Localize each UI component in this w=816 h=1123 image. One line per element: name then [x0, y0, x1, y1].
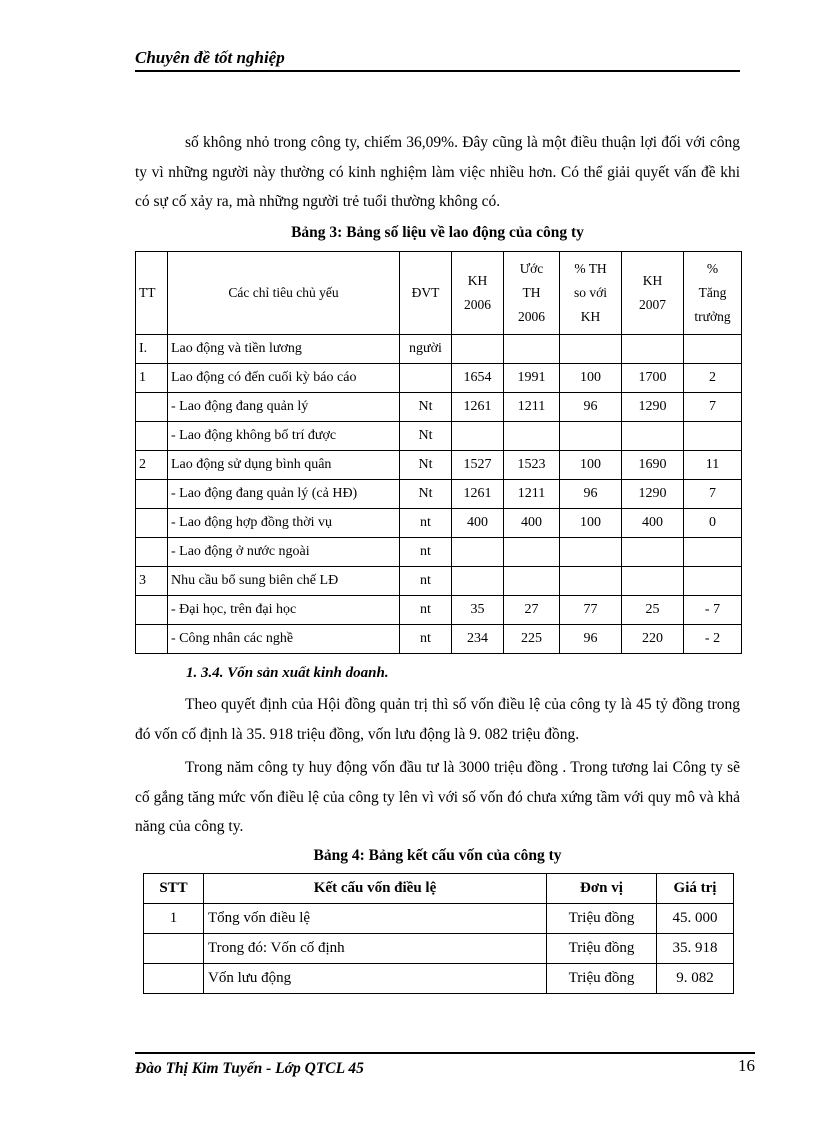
- table-row: 3 Nhu cầu bổ sung biên chế LĐ nt: [136, 567, 742, 596]
- page-header-title: Chuyên đề tốt nghiệp: [135, 48, 740, 72]
- table-row: - Lao động không bố trí được Nt: [136, 422, 742, 451]
- table-row: - Đại học, trên đại học nt 35 27 77 25 - 7: [136, 596, 742, 625]
- table3-header-row: [136, 252, 742, 335]
- header-pct-th: % TH so với KH: [560, 252, 622, 335]
- labor-data-table: [135, 251, 742, 654]
- table-row: I. Lao động và tiền lương người: [136, 335, 742, 364]
- header-gia-tri: Giá trị: [657, 874, 734, 904]
- table4-header-row: [144, 874, 734, 904]
- table-row: Vốn lưu động Triệu đồng 9. 082: [144, 964, 734, 994]
- table-row: 2 Lao động sử dụng bình quân Nt 1527 1523 100 1690 11: [136, 451, 742, 480]
- page-number: 16: [738, 1056, 755, 1075]
- header-don-vi: Đơn vị: [547, 874, 657, 904]
- header-kh-2006: KH 2006: [452, 252, 504, 335]
- capital-paragraph-1: Theo quyết định của Hội đồng quản trị thì số vốn điều lệ của công ty là 45 tỷ đồng trong đó vốn cố định là 35. 918 triệu đồng, vốn lưu động là 9. 082 triệu đồng.: [135, 696, 740, 743]
- capital-paragraph-2: Trong năm công ty huy động vốn đầu tư là 3000 triệu đồng . Trong tương lai Công ty sẽ cố gắng tăng mức vốn điều lệ của công ty lên vì với số vốn đó chưa xứng tầm với quy mô và khả năng của công ty.: [135, 759, 740, 835]
- table3-caption: Bảng 3: Bảng số liệu về lao động của công ty: [291, 224, 584, 241]
- header-uoc-th-2006: Ước TH 2006: [504, 252, 560, 335]
- header-dvt: ĐVT: [400, 252, 452, 335]
- table-row: - Lao động đang quản lý Nt 1261 1211 96 1290 7: [136, 393, 742, 422]
- header-chi-tieu: Các chỉ tiêu chủ yếu: [168, 252, 400, 335]
- header-ket-cau: Kết cấu vốn điều lệ: [204, 874, 547, 904]
- footer-author: Đào Thị Kim Tuyến - Lớp QTCL 45: [135, 1060, 364, 1077]
- intro-paragraph: số không nhỏ trong công ty, chiếm 36,09%. Đây cũng là một điều thuận lợi đối với công ty vì những người này thường có kinh nghiệm làm việc nhiều hơn. Có thể giải quyết vấn đề khi có sự cố xảy ra, mà những người trẻ tuổi thường không có.: [135, 134, 740, 210]
- header-tang-truong: % Tăng trưởng: [684, 252, 742, 335]
- page-footer: [135, 1052, 755, 1082]
- table-row: - Lao động hợp đồng thời vụ nt 400 400 100 400 0: [136, 509, 742, 538]
- capital-structure-table: [143, 873, 734, 994]
- table-row: - Công nhân các nghề nt 234 225 96 220 - 2: [136, 625, 742, 654]
- table4-caption: Bảng 4: Bảng kết cấu vốn của công ty: [313, 847, 562, 864]
- table-row: - Lao động đang quản lý (cả HĐ) Nt 1261 1211 96 1290 7: [136, 480, 742, 509]
- table-row: Trong đó: Vốn cố định Triệu đồng 35. 918: [144, 934, 734, 964]
- header-tt: TT: [136, 252, 168, 335]
- table-row: 1 Tổng vốn điều lệ Triệu đồng 45. 000: [144, 904, 734, 934]
- header-stt: STT: [144, 874, 204, 904]
- table-row: - Lao động ở nước ngoài nt: [136, 538, 742, 567]
- section-heading: 1. 3.4. Vốn sản xuất kinh doanh.: [186, 665, 389, 681]
- header-kh-2007: KH 2007: [622, 252, 684, 335]
- table-row: 1 Lao động có đến cuối kỳ báo cáo 1654 1991 100 1700 2: [136, 364, 742, 393]
